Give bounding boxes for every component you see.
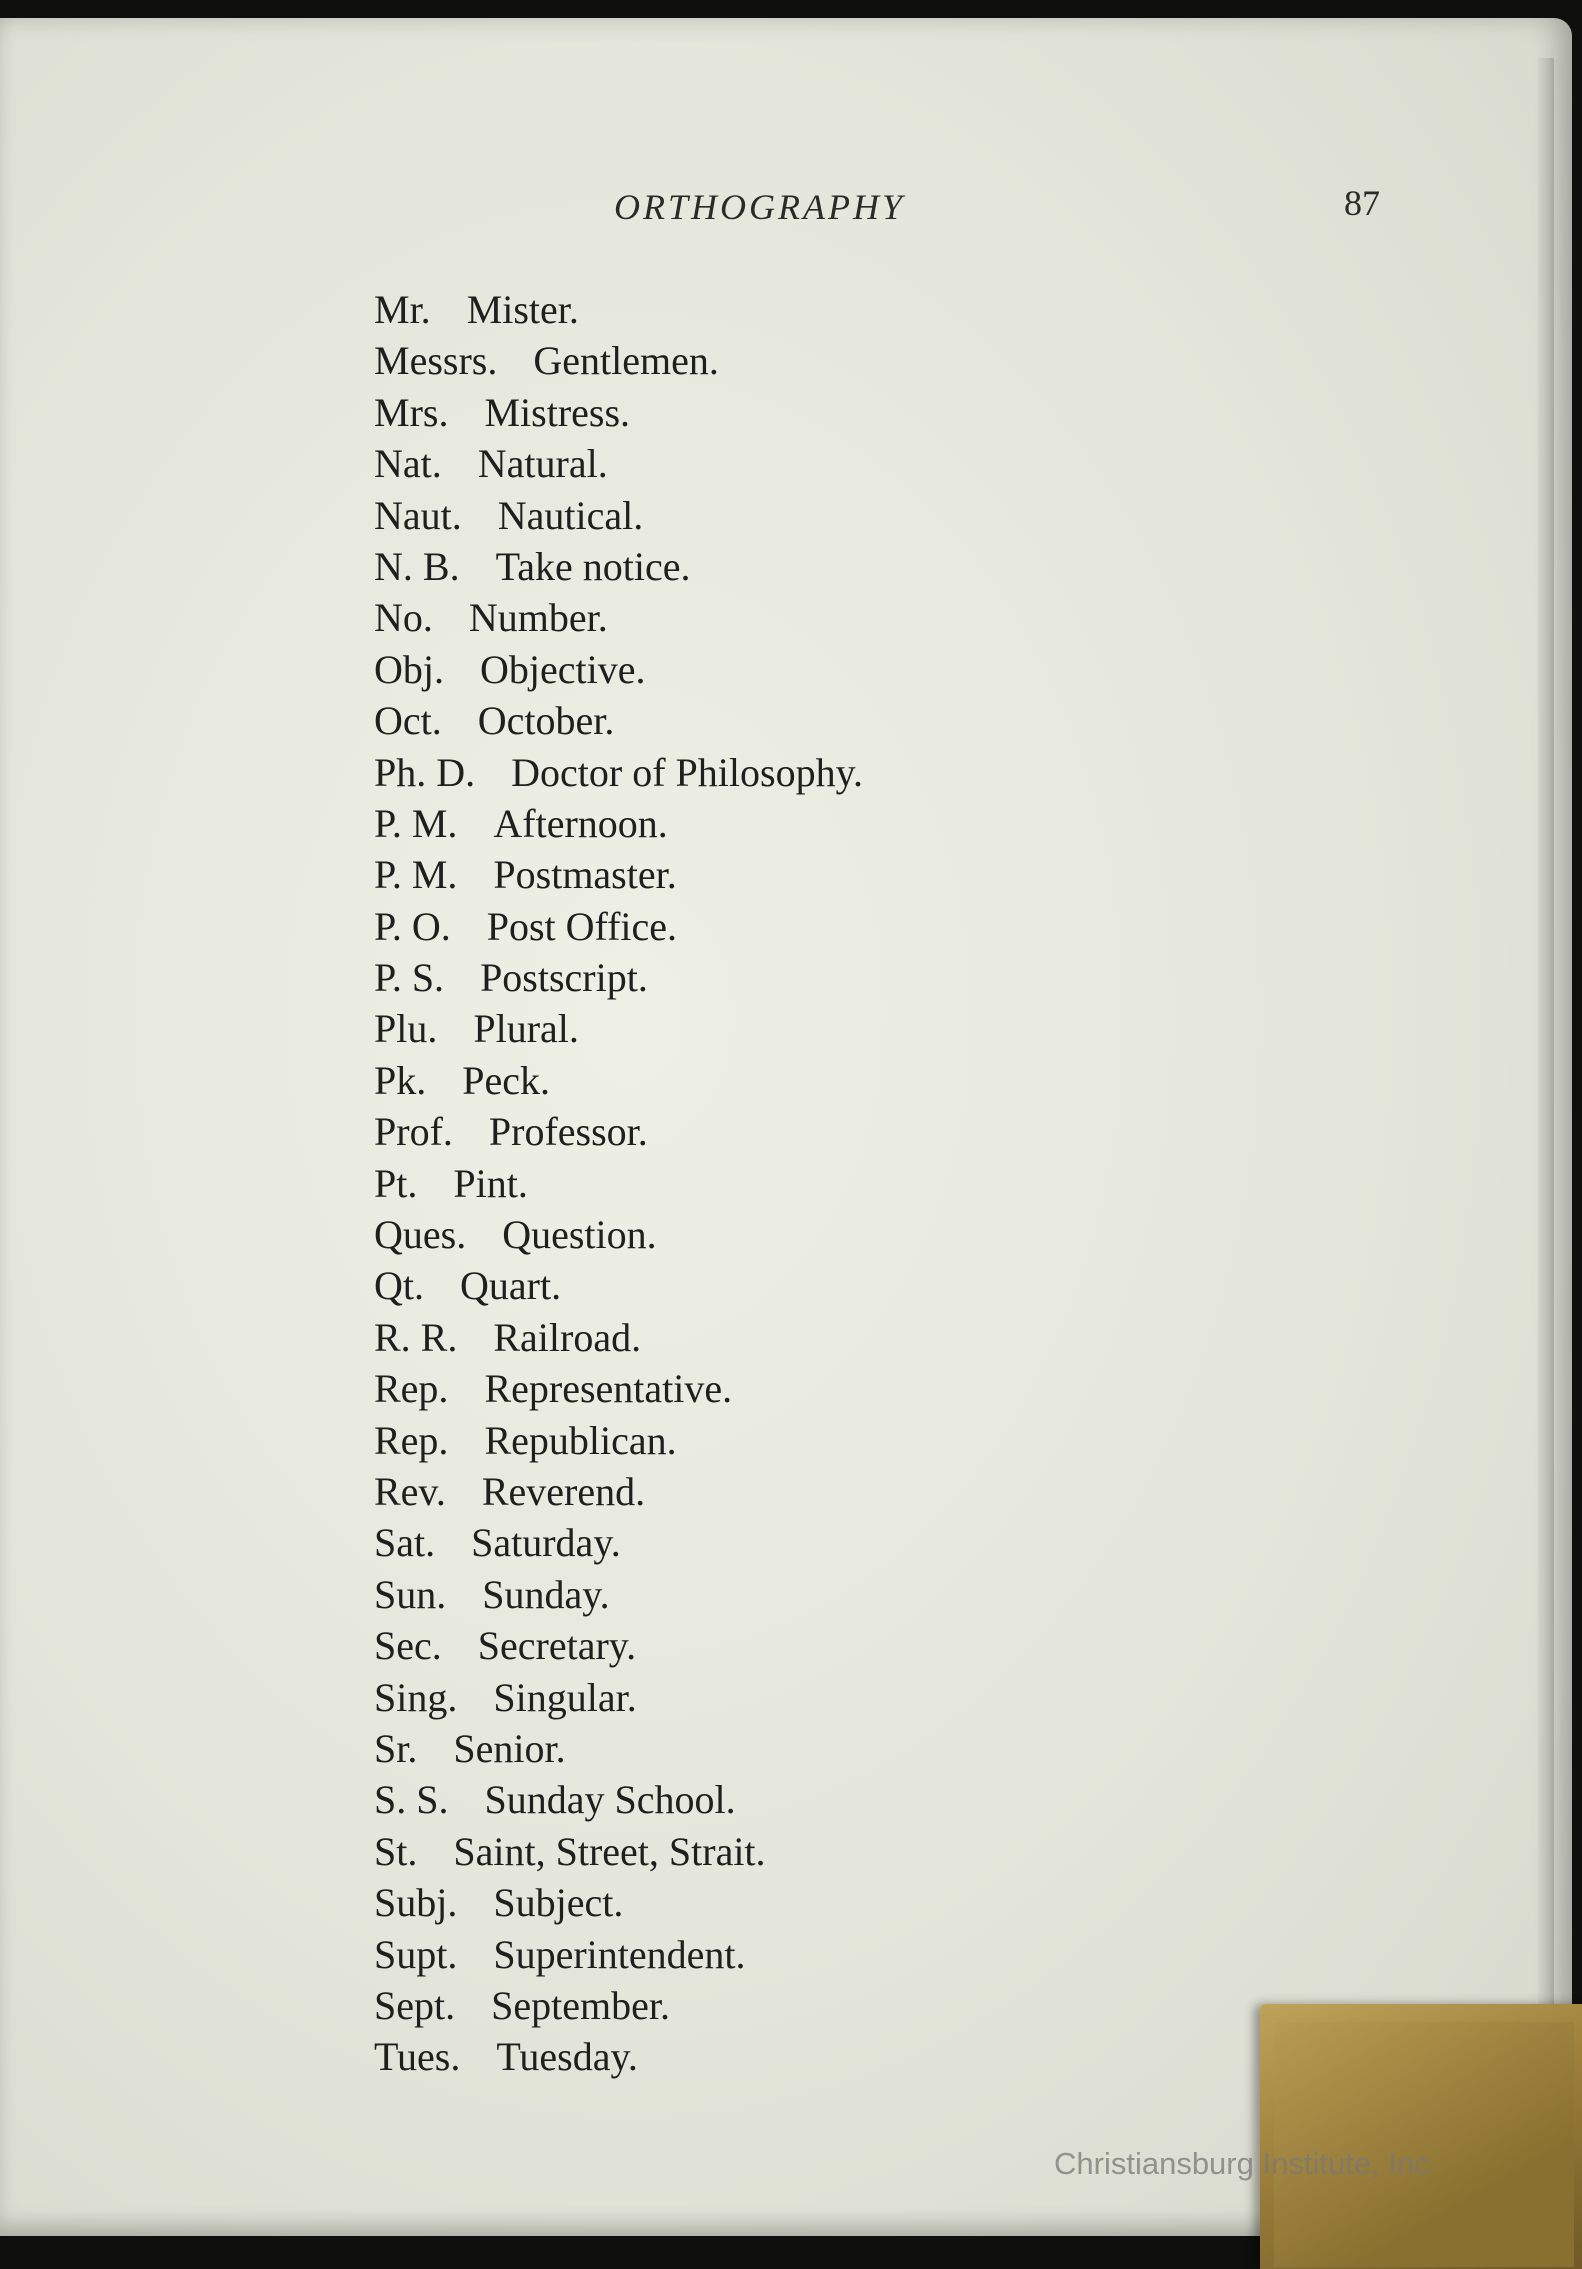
abbreviation-list: [374, 284, 863, 2083]
abbreviation: No.: [374, 595, 433, 641]
abbreviation: P. S.: [374, 955, 445, 1001]
abbreviation: Subj.: [374, 1880, 458, 1926]
abbreviation-meaning: Number.: [468, 595, 608, 641]
abbreviation-entry: [374, 1877, 863, 1928]
abbreviation-meaning: Natural.: [477, 441, 608, 487]
abbreviation-meaning: Tuesday.: [496, 2034, 638, 2080]
abbreviation-meaning: Mistress.: [484, 389, 631, 435]
abbreviation: S. S.: [374, 1777, 449, 1823]
abbreviation-entry: [374, 1569, 863, 1620]
abbreviation-meaning: Reverend.: [481, 1468, 646, 1514]
abbreviation-entry: [374, 1929, 863, 1980]
watermark: Christiansburg Institute, Inc: [1054, 2146, 1430, 2181]
abbreviation: Sr.: [374, 1725, 418, 1771]
abbreviation-entry: [374, 644, 863, 695]
abbreviation-meaning: Quart.: [460, 1263, 562, 1309]
abbreviation-entry: [374, 490, 863, 541]
abbreviation-meaning: Nautical.: [497, 492, 644, 538]
abbreviation-meaning: Question.: [502, 1212, 657, 1258]
abbreviation-entry: [374, 1723, 863, 1774]
book-page: [0, 18, 1572, 2236]
abbreviation: Prof.: [374, 1109, 453, 1155]
abbreviation-meaning: Saturday.: [471, 1520, 621, 1566]
abbreviation: Tues.: [374, 2034, 461, 2080]
abbreviation-entry: [374, 1774, 863, 1825]
abbreviation-entry: [374, 798, 863, 849]
abbreviation-meaning: Superintendent.: [493, 1931, 746, 1977]
abbreviation-meaning: Sunday.: [482, 1571, 610, 1617]
abbreviation-entry: [374, 1415, 863, 1466]
abbreviation: Mr.: [374, 287, 431, 332]
abbreviation-meaning: Gentlemen.: [533, 338, 719, 384]
abbreviation-meaning: Postscript.: [480, 955, 648, 1001]
abbreviation-meaning: Pint.: [453, 1160, 528, 1206]
book-stand-face: [1274, 2022, 1574, 2267]
abbreviation: Sat.: [374, 1520, 436, 1566]
abbreviation-meaning: Representative.: [484, 1366, 733, 1412]
abbreviation: Ques.: [374, 1212, 467, 1258]
abbreviation-entry: [374, 592, 863, 643]
abbreviation-meaning: Peck.: [462, 1057, 551, 1103]
abbreviation-meaning: Doctor of Philosophy.: [511, 749, 863, 795]
abbreviation-meaning: Sunday School.: [484, 1777, 736, 1823]
abbreviation: Mrs.: [374, 389, 449, 435]
abbreviation: Pk.: [374, 1057, 427, 1103]
abbreviation: Rep.: [374, 1417, 449, 1463]
abbreviation: P. M.: [374, 800, 458, 846]
abbreviation-entry: [374, 438, 863, 489]
abbreviation: Nat.: [374, 441, 442, 487]
abbreviation: P. O.: [374, 903, 451, 949]
abbreviation-meaning: Republican.: [484, 1417, 677, 1463]
abbreviation-entry: [374, 747, 863, 798]
abbreviation-meaning: Take notice.: [495, 543, 691, 589]
abbreviation-entry: [374, 284, 863, 335]
abbreviation-entry: [374, 1209, 863, 1260]
running-header-title: ORTHOGRAPHY: [614, 187, 905, 227]
abbreviation-meaning: Singular.: [493, 1674, 637, 1720]
abbreviation-meaning: Saint, Street, Strait.: [453, 1828, 766, 1874]
abbreviation-meaning: October.: [477, 698, 615, 744]
abbreviation: Plu.: [374, 1006, 438, 1052]
book-stand-clip: [1260, 2004, 1582, 2269]
abbreviation-meaning: Railroad.: [493, 1314, 642, 1360]
abbreviation-entry: [374, 1672, 863, 1723]
abbreviation: Sing.: [374, 1674, 458, 1720]
abbreviation: Supt.: [374, 1931, 458, 1977]
abbreviation-entry: [374, 849, 863, 900]
abbreviation: N. B.: [374, 543, 460, 589]
abbreviation: Ph. D.: [374, 749, 476, 795]
abbreviation: Rep.: [374, 1366, 449, 1412]
page-edge: [1538, 58, 1554, 2238]
abbreviation: R. R.: [374, 1314, 458, 1360]
abbreviation: Pt.: [374, 1160, 418, 1206]
abbreviation-entry: [374, 1260, 863, 1311]
abbreviation-entry: [374, 1106, 863, 1157]
abbreviation: St.: [374, 1828, 418, 1874]
abbreviation: Obj.: [374, 646, 444, 692]
abbreviation-meaning: Postmaster.: [493, 852, 677, 898]
abbreviation: Sec.: [374, 1623, 442, 1669]
abbreviation-entry: [374, 1158, 863, 1209]
abbreviation-meaning: Secretary.: [477, 1623, 637, 1669]
abbreviation-entry: [374, 1003, 863, 1054]
abbreviation-meaning: Subject.: [493, 1880, 624, 1926]
abbreviation-entry: [374, 1980, 863, 2031]
abbreviation-meaning: Objective.: [480, 646, 646, 692]
abbreviation-entry: [374, 387, 863, 438]
abbreviation-meaning: Senior.: [453, 1725, 566, 1771]
abbreviation: Sun.: [374, 1571, 447, 1617]
abbreviation: Oct.: [374, 698, 442, 744]
abbreviation-entry: [374, 1620, 863, 1671]
abbreviation-meaning: Afternoon.: [493, 800, 668, 846]
abbreviation-entry: [374, 695, 863, 746]
abbreviation-entry: [374, 1312, 863, 1363]
abbreviation: Naut.: [374, 492, 462, 538]
abbreviation-entry: [374, 1517, 863, 1568]
abbreviation-entry: [374, 335, 863, 386]
abbreviation: Messrs.: [374, 338, 498, 384]
abbreviation-meaning: Mister.: [466, 287, 579, 332]
abbreviation-entry: [374, 2031, 863, 2082]
abbreviation-meaning: Professor.: [488, 1109, 648, 1155]
abbreviation: Qt.: [374, 1263, 424, 1309]
page-number: 87: [1344, 183, 1380, 223]
abbreviation-entry: [374, 1466, 863, 1517]
abbreviation-meaning: Post Office.: [486, 903, 678, 949]
abbreviation: Rev.: [374, 1468, 446, 1514]
abbreviation-entry: [374, 1826, 863, 1877]
abbreviation-entry: [374, 952, 863, 1003]
abbreviation-entry: [374, 1363, 863, 1414]
abbreviation-entry: [374, 541, 863, 592]
abbreviation-entry: [374, 1055, 863, 1106]
abbreviation: Sept.: [374, 1982, 456, 2028]
abbreviation-meaning: Plural.: [473, 1006, 579, 1052]
abbreviation-entry: [374, 901, 863, 952]
abbreviation-meaning: September.: [491, 1982, 670, 2028]
abbreviation: P. M.: [374, 852, 458, 898]
